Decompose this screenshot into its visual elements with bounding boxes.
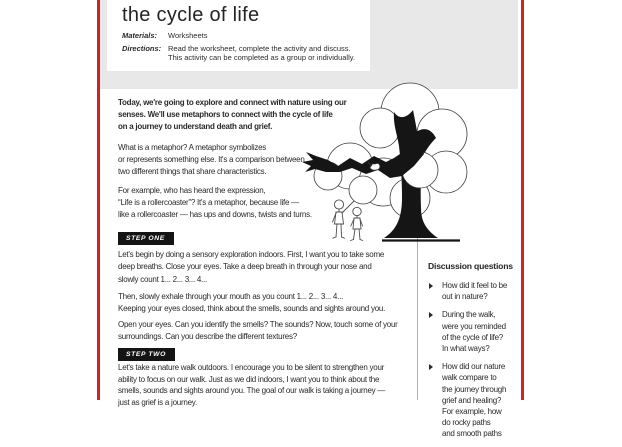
text-line: and smooth paths xyxy=(442,429,502,439)
text-line: For example, who has heard the expression, xyxy=(118,186,266,196)
text-line: out in nature? xyxy=(442,292,488,302)
text-line: were you reminded xyxy=(442,321,506,331)
text-line: surroundings. Can you describe the different textures? xyxy=(118,331,297,341)
text-line: just as grief is a journey. xyxy=(118,397,197,407)
text-line: smells, sounds and sights around you. The goal of our walk is taking a journey — xyxy=(118,386,386,396)
discussion-questions-heading: Discussion questions xyxy=(428,261,513,271)
text-line: Let's take a nature walk outdoors. I encourage you to be silent to strengthen your xyxy=(118,363,385,372)
text-line: two different things that share characteristics. xyxy=(118,166,267,176)
text-line: How did our nature xyxy=(442,362,506,372)
question-item xyxy=(428,309,520,354)
text-line: ability to focus on our walk. Just as we did indoors, I want you to think about the xyxy=(118,374,380,384)
text-line: walk compare to xyxy=(442,373,497,383)
question-text xyxy=(442,280,520,302)
text-line: What is a metaphor? A metaphor symbolizes xyxy=(118,142,267,152)
title-card xyxy=(107,0,370,71)
meta-rows xyxy=(122,31,362,66)
question-text xyxy=(442,309,520,354)
step-one-paragraph-2 xyxy=(118,291,418,315)
text-line: During the walk, xyxy=(442,310,496,320)
text-line: Read the worksheet, complete the activity and discuss. xyxy=(168,43,351,53)
step-one-badge: STEP ONE xyxy=(118,232,174,245)
text-line: senses. We'll use metaphors to connect with the cycle of life xyxy=(118,110,333,120)
text-line: do rocky paths xyxy=(442,418,491,428)
text-line: like a rollercoaster — has ups and downs, twists and turns. xyxy=(118,210,312,220)
text-line: Let's begin by doing a sensory exploration indoors. First, I want you to take some xyxy=(118,250,385,260)
text-line: slowly count 1... 2... 3... 4... xyxy=(118,274,207,284)
materials-label: Materials: xyxy=(122,31,158,40)
page-edge-rule-right xyxy=(521,0,524,400)
directions-label: Directions: xyxy=(122,43,162,53)
page-content xyxy=(100,0,521,439)
text-line: Then, slowly exhale through your mouth as you count 1... 2... 3... 4... xyxy=(118,291,344,301)
tree-illustration xyxy=(298,82,476,248)
bullet-arrow-icon xyxy=(429,364,433,370)
text-line: Today, we're going to explore and connect with nature using our xyxy=(118,98,347,107)
text-line: deep breaths. Close your eyes. Take a deep breath in through your nose and xyxy=(118,262,372,272)
text-line: or represents something else. It's a comparison between xyxy=(118,154,305,164)
header-section xyxy=(100,0,518,89)
question-item xyxy=(428,361,520,439)
step-two-paragraph-1 xyxy=(118,362,418,408)
discussion-sidebar xyxy=(428,261,520,447)
step-two-badge: STEP TWO xyxy=(118,348,175,361)
page-title: the cycle of life xyxy=(122,4,260,26)
question-list xyxy=(428,280,520,440)
materials-value: Worksheets xyxy=(168,31,208,40)
text-line: How did it feel to be xyxy=(442,281,508,290)
text-line: This activity can be completed as a group or individually. xyxy=(168,53,356,63)
text-line: Keeping your eyes closed, think about the smells, sounds and sights around you. xyxy=(118,303,386,313)
step-one-paragraph-1 xyxy=(118,249,418,285)
text-line: In what ways? xyxy=(442,344,490,354)
text-line: For example, how xyxy=(442,407,502,417)
question-text xyxy=(442,361,520,439)
bullet-arrow-icon xyxy=(429,312,433,318)
directions-row xyxy=(122,44,362,63)
bullet-arrow-icon xyxy=(429,283,433,289)
figures-drawing xyxy=(333,200,363,241)
text-line: on a journey to understand death and grief. xyxy=(118,122,273,132)
tree-foliage xyxy=(314,83,467,218)
materials-row xyxy=(122,31,362,41)
text-line: “Life is a rollercoaster”? It's a metaphor, because life — xyxy=(118,198,299,208)
directions-value xyxy=(168,44,362,63)
text-line: the journey through xyxy=(442,384,507,394)
text-line: grief and healing? xyxy=(442,395,502,405)
text-line: Open your eyes. Can you identify the smells? The sounds? Now, touch some of your xyxy=(118,319,398,329)
text-line: of the cycle of life? xyxy=(442,332,504,342)
step-one-paragraph-3 xyxy=(118,319,418,343)
question-item xyxy=(428,280,520,302)
